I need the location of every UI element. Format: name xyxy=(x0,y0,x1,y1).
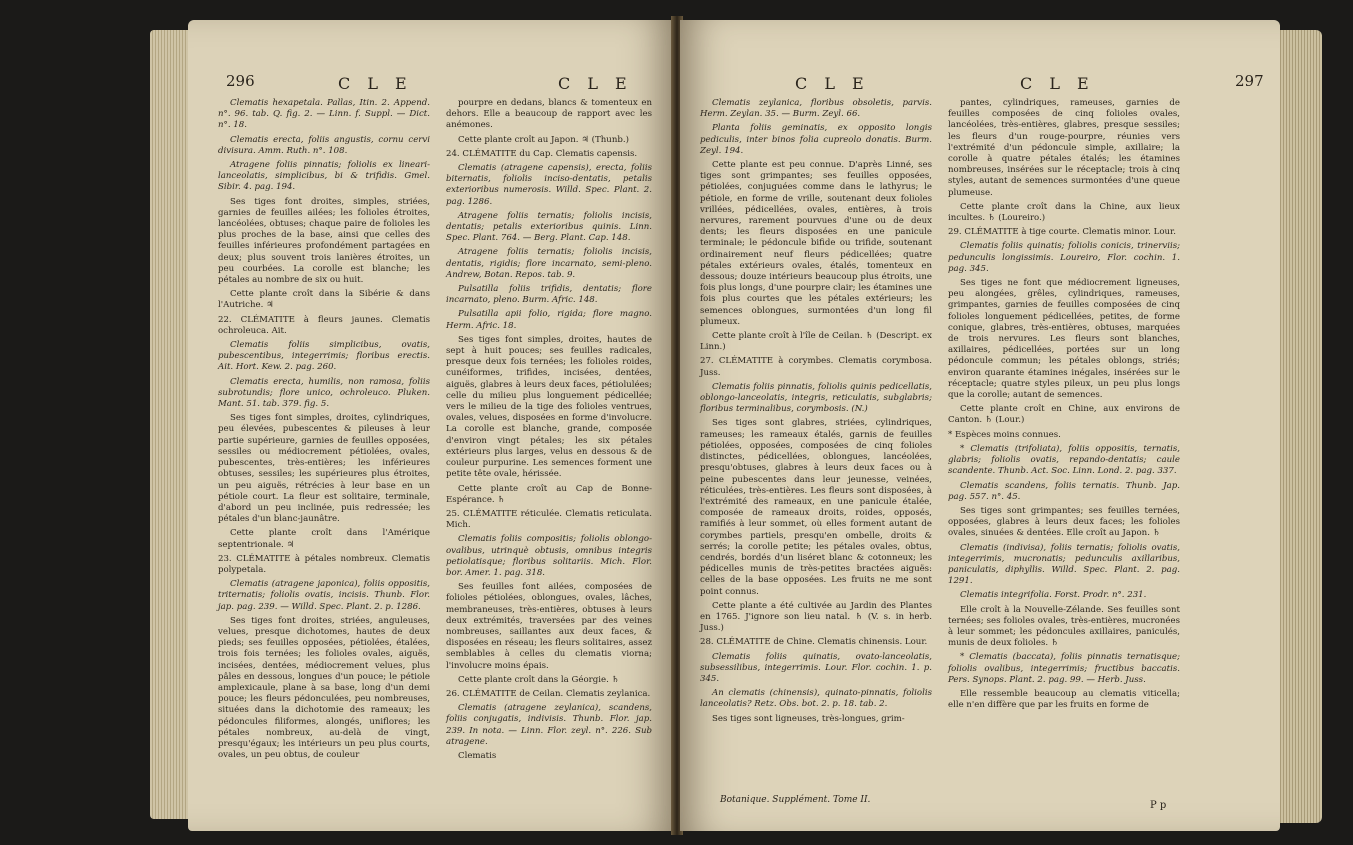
right-page-column-2 xyxy=(948,98,1180,714)
left-page-edges xyxy=(150,30,190,819)
text-paragraph: Ses feuilles font ailées, composées de folioles pétiolées, oblongues, ovales, lâches, membraneuses, très-entières, obtuses à leurs deux extrémités, traversées par des veines nombreuses, saillantes aux deux faces, & disposées en réseau; les fleurs solitaires, assez semblables à celles du clematis viorna; l'involucre moins épais. xyxy=(446,582,652,671)
text-paragraph: * Clematis (trifoliata), foliis oppositis, ternatis, glabris; foliolis ovatis, repando-dentatis; caule scandente. Thunb. Act. Soc. Linn. Lond. 2. pag. 337. xyxy=(948,443,1180,477)
text-paragraph: 22. CLÉMATITE à fleurs jaunes. Clematis ochroleuca. Ait. xyxy=(218,314,430,336)
text-paragraph: pourpre en dedans, blancs & tomenteux en dehors. Elle a beaucoup de rapport avec les anémones. xyxy=(446,98,652,131)
text-paragraph: An clematis (chinensis), quinato-pinnatis, foliolis lanceolatis? Retz. Obs. bot. 2. p. 18. tab. 2. xyxy=(700,688,932,710)
text-paragraph: Clematis erecta, humilis, non ramosa, foliis subrotundis; flore unico, ochroleuco. Pluken. Mant. 51. tab. 379. fig. 5. xyxy=(218,376,430,410)
text-paragraph: 29. CLÉMATITE à tige courte. Clematis minor. Lour. xyxy=(948,227,1176,238)
text-paragraph: pantes, cylindriques, rameuses, garnies de feuilles composées de cinq folioles ovales, lancéolées, très-entières, glabres, presque sessiles; les fleurs d'un rouge-pourpre, réunies vers l'extrémité d'un pédoncule simple, axillaire; la corolle à quatre pétales étalés; les étamines nombreuses, insérées sur le réceptacle; trois à cinq styles, autant de semences surmontées d'une queue plumeuse. xyxy=(948,98,1180,198)
text-paragraph: Ses tiges font droites, simples, striées, garnies de feuilles ailées; les folioles étroites, lancéolées, obtuses; chaque paire de folioles les plus proches de la base, ainsi que celles des feuilles inférieures profondément partagées en deux; plus souvent trois lanières étroites, un peu courbées. La corolle est blanche; les pétales au nombre de six ou huit. xyxy=(218,196,430,286)
text-paragraph: Cette plante croît au Cap de Bonne-Espérance. ♄ xyxy=(446,483,652,505)
text-paragraph: Cette plante croît dans la Chine, aux lieux incultes. ♄ (Loureiro.) xyxy=(948,201,1180,224)
text-paragraph: Clematis foliis compositis; foliolis oblongo-ovalibus, utrinquè obtusis, omnibus integris petiolatisque; floribus solitariis. Mich. Flor. bor. Amer. 1. pag. 318. xyxy=(446,534,652,578)
text-paragraph: Cette plante croît dans la Géorgie. ♄ xyxy=(458,674,620,685)
text-paragraph: Ses tiges sont grimpantes; ses feuilles ternées, opposées, glabres à leurs deux faces; les folioles ovales, sinuées & dentées. Elle croît au Japon. ♄ xyxy=(948,505,1180,539)
text-paragraph: 26. CLÉMATITE de Ceilan. Clematis zeylanica. xyxy=(446,688,651,699)
text-paragraph: Pulsatilla apii folio, rigida; flore magno. Herm. Afric. 18. xyxy=(446,309,652,331)
text-paragraph: Cette plante a été cultivée au Jardin des Plantes en 1765. J'ignore son lieu natal. ♄ (V. s. in herb. Juss.) xyxy=(700,600,932,634)
text-paragraph: Clematis foliis pinnatis, foliolis quinis pedicellatis, oblongo-lanceolatis, integris, reticulatis, subglabris; floribus terminalibus, corymbosis. (N.) xyxy=(700,381,932,415)
signature-mark: P p xyxy=(1150,800,1167,811)
text-paragraph: Clematis (atragene capensis), erecta, foliis biternatis, foliolis inciso-dentatis, petalis exterioribus numerosis. Willd. Spec. Plant. 2. pag. 1286. xyxy=(446,163,652,207)
left-page-column-1 xyxy=(218,98,430,764)
text-paragraph: * Clematis (baccata), foliis pinnatis ternatisque; foliolis ovalibus, integerrimis; fructibus baccatis. Pers. Synops. Plant. 2. pag. 99. — Herb. Juss. xyxy=(948,652,1180,685)
text-paragraph: Cette plante croît au Japon. ♃ (Thunb.) xyxy=(458,134,629,145)
left-running-head-2: C L E xyxy=(558,74,633,93)
text-paragraph: Ses tiges font droites, striées, anguleuses, velues, presque dichotomes, hautes de deux pieds; ses feuilles opposées, pétiolées, étalées, trois fois ternées; les folioles ovales, aiguës, incisées, dentées, médiocrement velues, plus pâles en dessous, longues d'un pouce; le pétiole amplexicaule, plane à sa base, long d'un demi pouce; les fleurs pédonculées, peu nombreuses, situées dans la dichotomie des rameaux; les pédoncules filiformes, alongés, uniflores; les pétales nombreux, au-delà de vingt, presqu'égaux; les intérieurs un peu plus courts, ovales, un peu obtus, de couleur xyxy=(218,615,430,761)
text-paragraph: Clematis (atragene zeylanica), scandens, foliis conjugatis, indivisis. Thunb. Flor. jap. 239. In nota. — Linn. Flor. zeyl. n°. 226. Sub atragene. xyxy=(446,703,652,747)
text-paragraph: Cette plante croît à l'île de Ceilan. ♄ (Descript. ex Linn.) xyxy=(700,331,932,353)
text-paragraph: Clematis zeylanica, floribus obsoletis, parvis. Herm. Zeylan. 35. — Burm. Zeyl. 66. xyxy=(700,98,932,120)
text-paragraph: Ses tiges ne font que médiocrement ligneuses, peu alongées, grêles, cylindriques, rameuses, grimpantes, garnies de feuilles composées de cinq folioles longuement pédicellées, petites, de forme conique, glabres, très-entières, obtuses, marquées de trois nervures. Les fleurs sont blanches, axillaires, pédicellées, portées sur un long pédoncule commun; les pétales oblongs, striés; environ quarante étamines inégales, insérées sur le réceptacle; quatre styles pileux, un peu plus longs que la corolle; autant de semences. xyxy=(948,278,1180,401)
left-page-number: 296 xyxy=(226,72,255,90)
text-paragraph: Cette plante est peu connue. D'après Linné, ses tiges sont grimpantes; ses feuilles opposées, pétiolées, conjuguées comme dans le lathyrus; le pétiole, en forme de vrille, soutenant deux folioles vrillées, pédicellées, ovales, entières, à trois nervures, rarement pourvues d'une ou de deux dents; les fleurs disposées en une panicule terminale; le pédoncule bifide ou trifide, soutenant ordinairement neuf fleurs pédicellées; quatre pétales extérieurs ovales, étalés, tomenteux en dessous; douze intérieurs beaucoup plus étroits, une fois plus longs, d'une pourpre clair; les étamines une fois plus courtes que les pétales extérieurs; les semences oblongues, surmontées d'un long fil plumeux. xyxy=(700,160,932,327)
text-paragraph: Ses tiges sont ligneuses, très-longues, grim- xyxy=(712,713,905,724)
text-paragraph: Clematis scandens, foliis ternatis. Thunb. Jap. pag. 557. n°. 45. xyxy=(948,480,1180,502)
text-paragraph: Clematis erecta, foliis angustis, cornu cervi divisura. Amm. Ruth. n°. 108. xyxy=(218,134,430,156)
text-paragraph: 28. CLÉMATITE de Chine. Clematis chinensis. Lour. xyxy=(700,637,928,648)
text-paragraph: Atragene foliis pinnatis; foliolis ex lineari-lanceolatis, simplicibus, bi & trifidis. Gmel. Sibir. 4. pag. 194. xyxy=(218,160,430,193)
text-paragraph: Atragene foliis ternatis; foliolis incisis, dentatis, rigidis; flore incarnato, semi-pleno. Andrew, Botan. Repos. tab. 9. xyxy=(446,247,652,280)
right-running-head-2: C L E xyxy=(1020,74,1095,93)
text-paragraph: Elle croît à la Nouvelle-Zélande. Ses feuilles sont ternées; ses folioles ovales, très-entières, mucronées à leur sommet; les pédoncules axillaires, paniculés, munis de deux folioles. ♄ xyxy=(948,604,1180,649)
left-page xyxy=(188,20,673,831)
right-page xyxy=(680,20,1280,831)
right-page-number: 297 xyxy=(1235,72,1264,90)
text-paragraph: Ses tiges font simples, droites, cylindriques, peu élevées, pubescentes & pileuses à leur partie supérieure, garnies de feuilles opposées, sessiles ou médiocrement pétiolées, ovales, pubescentes, très-entières; les inférieures obtuses, sessiles; les supérieures plus étroites, un peu aiguës, rétrécies à leur base en un pétiole court. La fleur est solitaire, terminale, d'abord un peu inclinée, puis redressée; les pétales d'un blanc-jaunâtre. xyxy=(218,413,430,525)
text-paragraph: Cette plante croît dans la Sibérie & dans l'Autriche. ♃ xyxy=(218,289,430,311)
text-paragraph: Elle ressemble beaucoup au clematis viticella; elle n'en diffère que par les fruits en forme de xyxy=(948,688,1180,711)
text-paragraph: Cette plante croît dans l'Amérique septentrionale. ♃ xyxy=(218,528,430,550)
text-paragraph: Clematis foliis quinatis; foliolis conicis, trinerviis; pedunculis longissimis. Loureiro, Flor. cochin. 1. pag. 345. xyxy=(948,241,1180,274)
text-paragraph: 23. CLÉMATITE à pétales nombreux. Clematis polypetala. xyxy=(218,553,430,575)
text-paragraph: Cette plante croît en Chine, aux environs de Canton. ♄ (Lour.) xyxy=(948,404,1180,426)
text-paragraph: Pulsatilla foliis trifidis, dentatis; flore incarnato, pleno. Burm. Afric. 148. xyxy=(446,284,652,306)
text-paragraph: Atragene foliis ternatis; foliolis incisis, dentatis; petalis exterioribus quinis. Linn. Spec. Plant. 764. — Berg. Plant. Cap. 148. xyxy=(446,210,652,244)
right-page-column-1 xyxy=(700,98,932,728)
text-paragraph: Clematis integrifolia. Forst. Prodr. n°. 231. xyxy=(960,590,1147,601)
text-paragraph: Ses tiges sont glabres, striées, cylindriques, rameuses; les rameaux étalés, garnis de feuilles pétiolées, opposées, composées de cinq folioles distinctes, pédicellées, oblongues, lancéolées, presqu'obtuses, glabres à leurs deux faces ou à peine pubescentes dans leur jeunesse, veinées, réticulées, très-entières. Les fleurs sont disposées, à l'extrémité des rameaux, en une panicule étalée, composée de rameaux droits, roides, opposés, ramifiés à leur sommet, où elles forment autant de corymbes partiels, presqu'en ombelle, droits & serrés; la corolle petite; les pétales ovales, obtus, cendrés, bordés d'un liséret blanc & cotonneux; les pédicelles munis de très-petites bractées aiguës: celles de la base opposées. Les fruits ne me sont point connus. xyxy=(700,418,932,597)
text-paragraph: 25. CLÉMATITE réticulée. Clematis reticulata. Mich. xyxy=(446,508,652,531)
left-running-head-1: C L E xyxy=(338,74,413,93)
right-page-edges xyxy=(1278,30,1322,823)
text-paragraph: * Espèces moins connues. xyxy=(948,429,1061,440)
text-paragraph: Clematis foliis simplicibus, ovatis, pubescentibus, integerrimis; floribus erectis. Ait. Hort. Kew. 2. pag. 260. xyxy=(218,340,430,373)
text-paragraph: Planta foliis geminatis, ex opposito longis pediculis, inter binos folia cupreolo donatis. Burm. Zeyl. 194. xyxy=(700,123,932,156)
page-footer: Botanique. Supplément. Tome II. xyxy=(720,795,871,805)
text-paragraph: Clematis (indivisa), foliis ternatis; foliolis ovatis, integerrimis, mucronatis; pedunculis axillaribus, paniculatis, diphyllis. Willd. Spec. Plant. 2. pag. 1291. xyxy=(948,542,1180,587)
text-paragraph: 27. CLÉMATITE à corymbes. Clematis corymbosa. Juss. xyxy=(700,356,932,378)
text-paragraph: Clematis foliis quinatis, ovato-lanceolatis, subsessilibus, integerrimis. Lour. Flor. cochin. 1. p. 345. xyxy=(700,651,932,684)
text-paragraph: Clematis hexapetala. Pallas, Itin. 2. Append. n°. 96. tab. Q. fig. 2. — Linn. f. Suppl. — Dict. n°. 18. xyxy=(218,98,430,131)
text-paragraph: Clematis (atragene japonica), foliis oppositis, triternatis; foliolis ovatis, incisis. Thunb. Flor. jap. pag. 239. — Willd. Spec. Plant. 2. p. 1286. xyxy=(218,579,430,612)
left-page-column-2 xyxy=(446,98,652,765)
text-paragraph: 24. CLÉMATITE du Cap. Clematis capensis. xyxy=(446,148,638,159)
text-paragraph: Clematis xyxy=(458,750,497,761)
text-paragraph: Ses tiges font simples, droites, hautes de sept à huit pouces; ses feuilles radicales, presque deux fois ternées; les folioles roides, cunéiformes, trifides, incisées, dentées, aiguës, glabres à leurs deux faces, pétiolulées; celle du milieu plus longuement pédicellée; vers le milieu de la tige des folioles ventrues, ovales, velues, disposées en forme d'involucre. La corolle est blanche, grande, composée d'environ vingt pétales; les six pétales extérieurs plus larges, velus en dessous & de couleur purpurine. Les semences forment une petite tête ovale, hérissée. xyxy=(446,334,652,480)
right-running-head-1: C L E xyxy=(795,74,870,93)
